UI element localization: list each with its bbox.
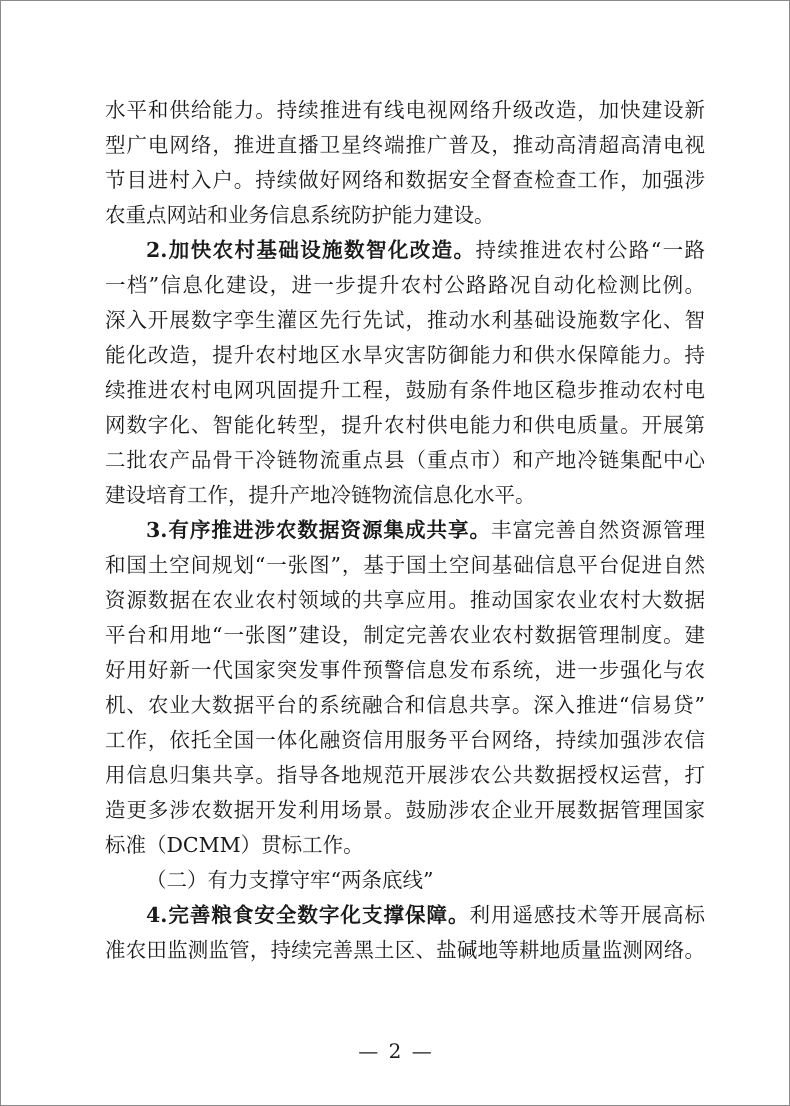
paragraph-heading: 4.完善粮食安全数字化支撑保障。 — [146, 903, 470, 927]
page-number: — 2 — — [358, 1039, 434, 1063]
text-run: 利用遥感技术等开展高标 — [469, 903, 706, 927]
text-line: 一档”信息化建设，进一步提升农村公路路况自动化检测比例。 — [105, 273, 705, 297]
text-line: 资源数据在农业农村领域的共享应用。推动国家农业农村大数据 — [105, 588, 705, 612]
text-line: 农重点网站和业务信息系统防护能力建设。 — [105, 203, 495, 227]
text-line: 建设培育工作，提升产地冷链物流信息化水平。 — [105, 483, 536, 507]
text-line: 机、农业大数据平台的系统融合和信息共享。深入推进“信易贷” — [105, 693, 705, 717]
text-line: 用信息归集共享。指导各地规范开展涉农公共数据授权运营，打 — [105, 763, 705, 787]
text-line: 造更多涉农数据开发利用场景。鼓励涉农企业开展数据管理国家 — [105, 798, 705, 822]
text-line: 型广电网络，推进直播卫星终端推广普及，推动高清超高清电视 — [105, 133, 705, 157]
text-run: 持续推进农村公路“一路 — [475, 238, 705, 262]
text-line: 二批农产品骨干冷链物流重点县（重点市）和产地冷链集配中心 — [105, 448, 705, 472]
text-line: 平台和用地“一张图”建设，制定完善农业农村数据管理制度。建 — [105, 623, 705, 647]
paragraph-first-line — [105, 233, 705, 268]
text-line: 工作，依托全国一体化融资信用服务平台网络，持续加强涉农信 — [105, 728, 705, 752]
text-line: 和国土空间规划“一张图”，基于国土空间基础信息平台促进自然 — [105, 553, 705, 577]
section-heading: （二）有力支撑守牢“两条底线” — [146, 868, 434, 892]
text-run: 丰富完善自然资源管理 — [490, 518, 706, 542]
text-line: 好用好新一代国家突发事件预警信息发布系统，进一步强化与农 — [105, 658, 705, 682]
text-line: 续推进农村电网巩固提升工程，鼓励有条件地区稳步推动农村电 — [105, 378, 705, 402]
text-line: 准农田监测监管，持续完善黑土区、盐碱地等耕地质量监测网络。 — [105, 938, 705, 962]
paragraph-first-line — [105, 898, 705, 933]
paragraph-heading: 3.有序推进涉农数据资源集成共享。 — [146, 518, 491, 542]
text-line: 网数字化、智能化转型，提升农村供电能力和供电质量。开展第 — [105, 413, 705, 437]
text-line: 水平和供给能力。持续推进有线电视网络升级改造，加快建设新 — [105, 98, 705, 122]
text-line: 节目进村入户。持续做好网络和数据安全督查检查工作，加强涉 — [105, 168, 705, 192]
text-line: 标准（DCMM）贯标工作。 — [105, 833, 364, 857]
text-line: 深入开展数字孪生灌区先行先试，推动水利基础设施数字化、智 — [105, 308, 705, 332]
text-line: 能化改造，提升农村地区水旱灾害防御能力和供水保障能力。持 — [105, 343, 705, 367]
paragraph-first-line — [105, 513, 705, 548]
body-text — [105, 93, 705, 968]
paragraph-heading: 2.加快农村基础设施数智化改造。 — [146, 238, 476, 262]
